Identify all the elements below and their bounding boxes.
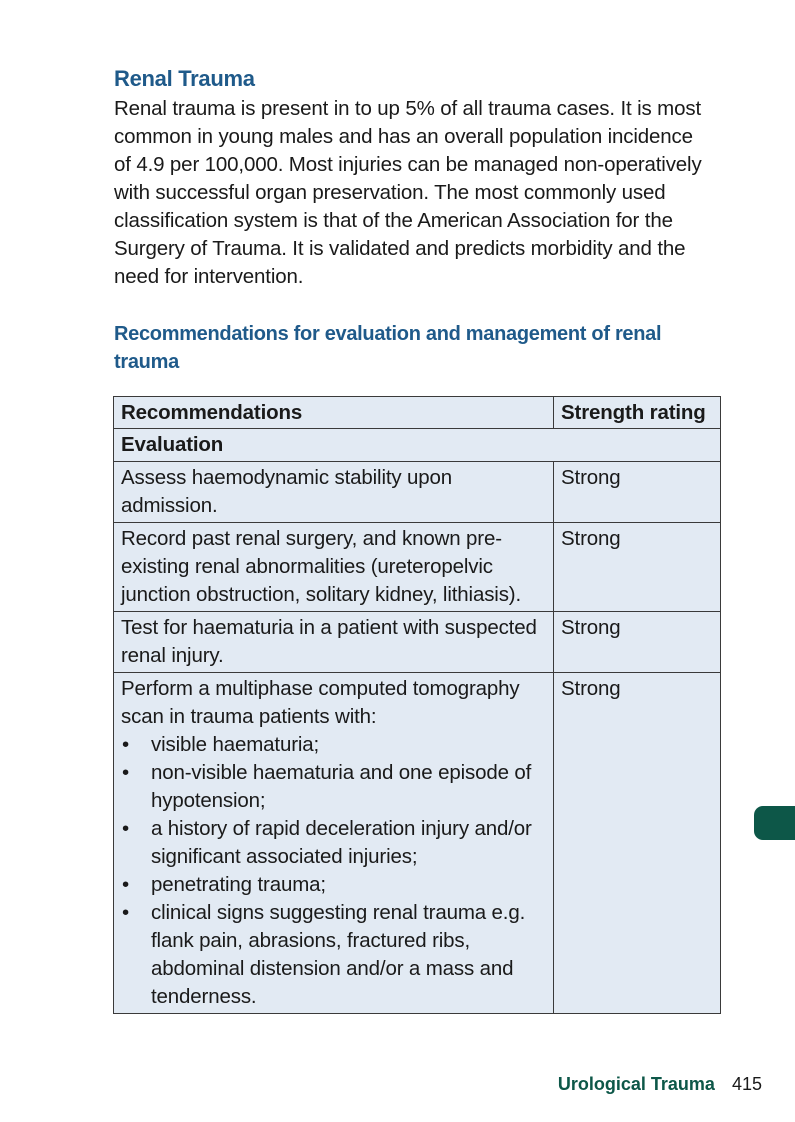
footer-chapter-title: Urological Trauma	[557, 1074, 715, 1094]
section-title: Renal Trauma	[114, 66, 255, 91]
page-footer	[558, 1074, 762, 1095]
table-row	[114, 523, 721, 612]
strength-rating: Strong	[554, 523, 721, 612]
intro-paragraph: Renal trauma is present in to up 5% of all trauma cases. It is most common in young males and has an overall population incidence of 4.9 per 100,000. Most injuries can be managed non-operatively with successful organ preservation. The most commonly used classification system is that of the American Association for the Surgery of Trauma. It is validated and predicts morbidity and the need for intervention.	[114, 97, 702, 288]
strength-rating: Strong	[554, 673, 721, 1014]
bullet-list	[121, 731, 546, 1011]
header-recommendations: Recommendations	[114, 397, 554, 429]
list-item: • a history of rapid deceleration injury and/or significant associated injuries;	[121, 815, 546, 871]
table-header-row	[114, 397, 721, 429]
group-evaluation: Evaluation	[114, 429, 721, 462]
list-item: • non-visible haematuria and one episode of hypotension;	[121, 759, 546, 815]
chapter-tab-marker	[754, 806, 795, 840]
group-row	[114, 429, 721, 462]
recommendation-text: Record past renal surgery, and known pre-existing renal abnormalities (ureteropelvic junction obstruction, solitary kidney, lithiasis).	[114, 523, 554, 612]
list-item: • penetrating trauma;	[121, 871, 546, 899]
table-row	[114, 462, 721, 523]
recommendation-cell	[114, 673, 554, 1014]
list-item: • clinical signs suggesting renal trauma e.g. flank pain, abrasions, fractured ribs, abdominal distension and/or a mass and tenderness.	[121, 899, 546, 1011]
recommendations-title: Recommendations for evaluation and management of renal trauma	[114, 323, 662, 373]
strength-rating: Strong	[554, 612, 721, 673]
strength-rating: Strong	[554, 462, 721, 523]
header-strength-rating: Strength rating	[554, 397, 721, 429]
table-row	[114, 673, 721, 1014]
list-item: • visible haematuria;	[121, 731, 546, 759]
recommendations-table	[113, 396, 721, 1014]
recommendation-text: Perform a multiphase computed tomography scan in trauma patients with:	[121, 677, 520, 728]
table-row	[114, 612, 721, 673]
recommendation-text: Assess haemodynamic stability upon admission.	[114, 462, 554, 523]
recommendation-text: Test for haematuria in a patient with suspected renal injury.	[114, 612, 554, 673]
page-number: 415	[731, 1074, 762, 1094]
